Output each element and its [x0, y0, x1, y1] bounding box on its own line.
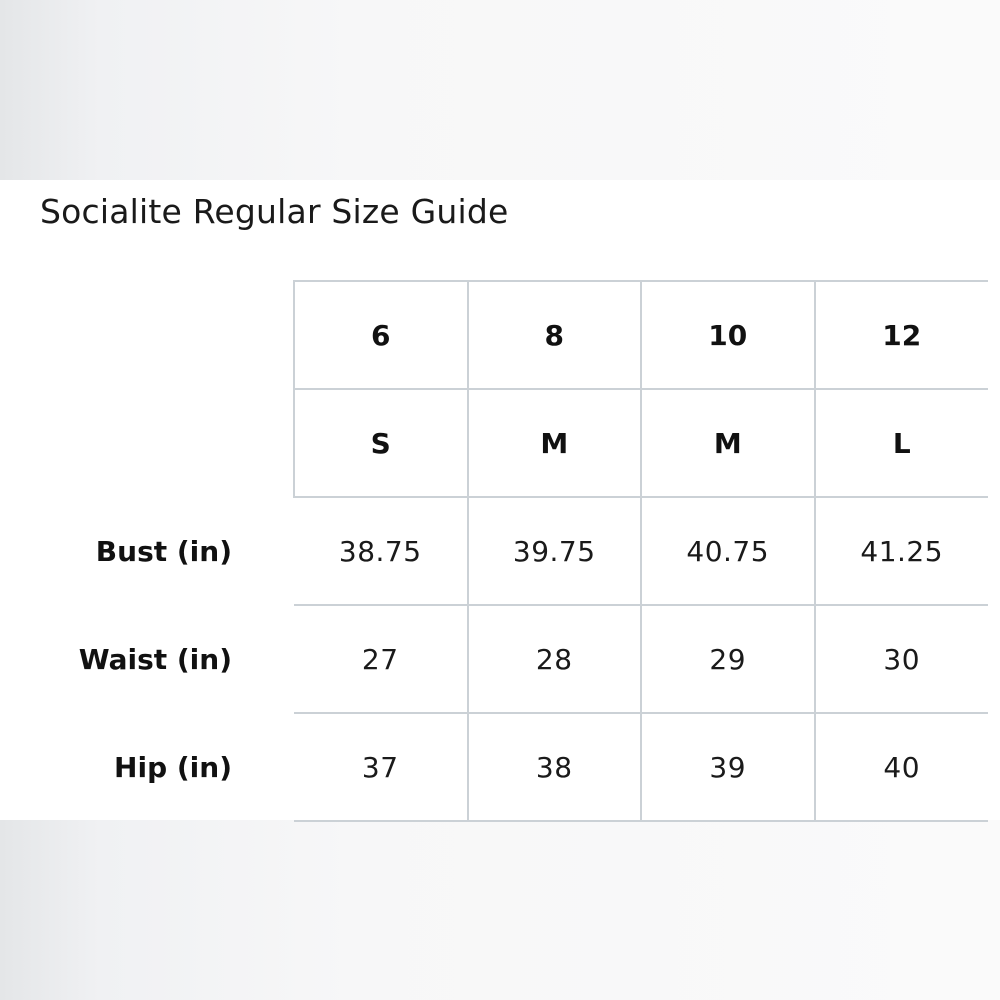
letter-size-m: M	[468, 389, 642, 497]
size-header-8: 8	[468, 281, 642, 389]
size-table	[0, 280, 988, 822]
numeric-size-row	[0, 281, 988, 389]
table-row-waist	[0, 605, 988, 713]
letter-size-m: M	[641, 389, 815, 497]
table-cell: 27	[294, 605, 468, 713]
table-cell: 39.75	[468, 497, 642, 605]
table-cell: 39	[641, 713, 815, 821]
size-header-12: 12	[815, 281, 989, 389]
letter-size-l: L	[815, 389, 989, 497]
table-cell: 40.75	[641, 497, 815, 605]
empty-corner-cell	[0, 281, 294, 389]
table-cell: 40	[815, 713, 989, 821]
table-cell: 38.75	[294, 497, 468, 605]
letter-size-s: S	[294, 389, 468, 497]
table-cell: 41.25	[815, 497, 989, 605]
row-label-waist: Waist (in)	[78, 642, 232, 676]
empty-label-cell	[0, 389, 294, 497]
table-cell: 29	[641, 605, 815, 713]
table-row-bust	[0, 497, 988, 605]
letter-size-row	[0, 389, 988, 497]
table-cell: 30	[815, 605, 989, 713]
row-label-bust: Bust (in)	[95, 534, 232, 568]
page-title: Socialite Regular Size Guide	[40, 192, 509, 231]
size-guide-card	[0, 180, 1000, 820]
table-cell: 28	[468, 605, 642, 713]
table-cell: 38	[468, 713, 642, 821]
table-cell: 37	[294, 713, 468, 821]
row-label-hip: Hip (in)	[114, 750, 232, 784]
table-row-hip	[0, 713, 988, 821]
size-header-10: 10	[641, 281, 815, 389]
size-header-6: 6	[294, 281, 468, 389]
